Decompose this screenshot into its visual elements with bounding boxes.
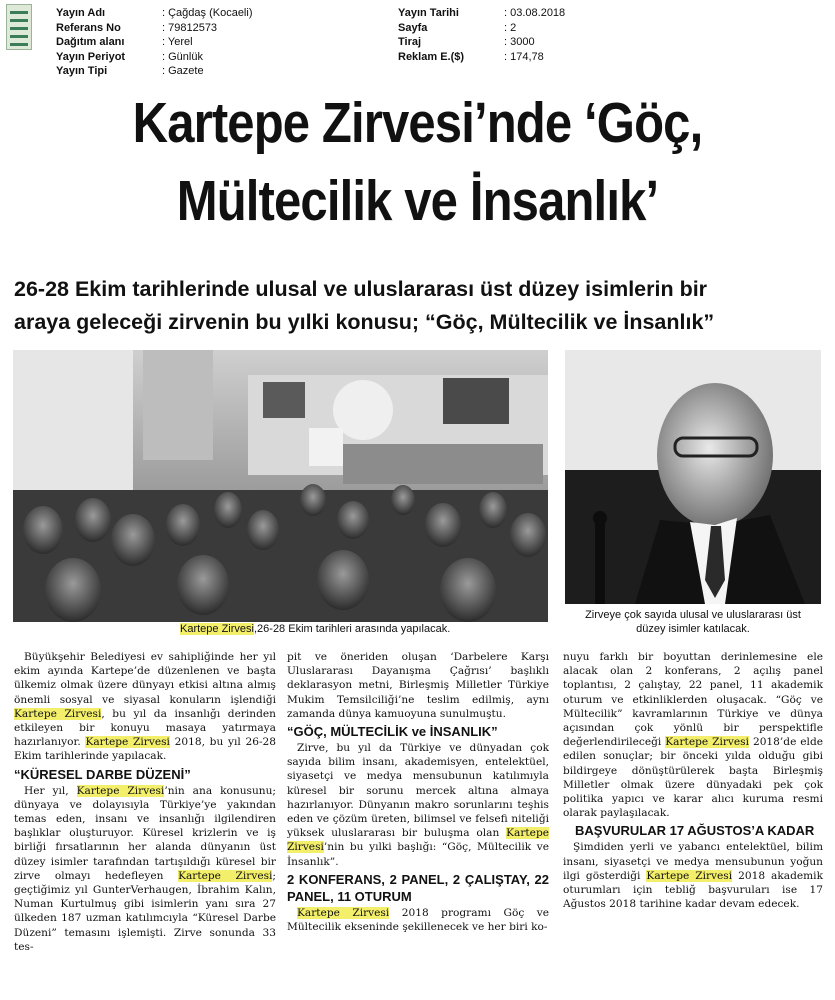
- meta-value: : 79812573: [162, 21, 218, 34]
- paragraph: [563, 840, 823, 911]
- text: Zirve, bu yıl da Türkiye ve dünyadan çok sayıda bilim insanı, akademisyen, entelektüel, siyasetçi ve medya mensubunun katılımıyla küresel bir sorunu mercek altına almaya hazırlanıyor. Dünyanın makro sorunlarını teşhis eden ve çözüm üreten, bilimsel ve felsefi niteliği yüksek uluslararası bir buluşma olan: [287, 742, 549, 840]
- caption-line: Zirveye çok sayıda ulusal ve uluslararası üst: [585, 609, 801, 621]
- text: ; geçtiğimiz yıl GunterVerhaugen, İbrahim Kalın, Numan Kurtulmuş gibi isimlerin yanı sıra 27 ülkeden 187 uzman katılımcıyla “Küresel Darbe Düzeni” temasını işlemişti. Zirve sonunda 33 tes-: [14, 869, 276, 953]
- publisher-logo: [6, 4, 32, 50]
- highlight-term: Kartepe Zirvesi: [85, 736, 170, 749]
- text: 2018’de elde edilen sonuçlar; bir önceki yılda olduğu gibi bildirgeye dönüştürülerek başta Birleşmiş Milletler olmak üzere dünyadaki pek çok politika yapıcı ve karar alıcı kuruma resmi olarak paylaşılacak.: [563, 736, 824, 820]
- text: pit ve öneriden oluşan ‘Darbelere Karşı Uluslararası Dayanışma Çağrısı’ başlıklı deklarasyon metni, Birleşmiş Milletler Türkiye Mukim Temsilciliği’ne teslim edilmiş, aynı zamanda dünya kamuoyuna sunulmuştu.: [287, 651, 549, 720]
- meta-label: Sayfa: [398, 21, 428, 34]
- meta-right: [398, 6, 565, 64]
- meta-label: Yayın Periyot: [56, 50, 126, 63]
- meta-label: Yayın Adı: [56, 7, 106, 19]
- speaker-photo-graphic: [565, 350, 821, 604]
- paragraph: [563, 650, 823, 820]
- section-heading: BAŞVURULAR 17 AĞUSTOS’A KADAR: [575, 823, 815, 839]
- section-heading: “KÜRESEL DARBE DÜZENİ”: [14, 766, 191, 782]
- subhead-line-1: 26-28 Ekim tarihlerinde ulusal ve uluslararası üst düzey isimlerin bir: [14, 277, 708, 301]
- paragraph: [287, 741, 549, 869]
- meta-value: : Gazete: [162, 65, 204, 78]
- paragraph: [14, 650, 276, 764]
- paragraph: [287, 650, 549, 721]
- highlight-term: Kartepe Zirvesi: [14, 707, 102, 720]
- article-column-2: [287, 650, 549, 934]
- highlight-term: Kartepe Zirvesi: [287, 827, 549, 854]
- conference-photo-graphic: [13, 350, 548, 622]
- article-column-1: [14, 650, 276, 954]
- meta-label: Dağıtım alanı: [56, 36, 125, 49]
- paragraph: [287, 906, 549, 934]
- headline-line-2: Mültecilik ve İnsanlık’: [176, 169, 659, 233]
- conference-photo: [13, 350, 548, 622]
- text: ’nin bu yılki başlığı: “Göç, Mültecilik ve İnsanlık”.: [287, 841, 549, 868]
- text: nuyu farklı bir boyuttan derinlemesine ele alacak olan 2 konferans, 2 açılış panel toplantısı, 2 çalıştay, 22 panel, 11 akademik oturum ve etkinliklerden oluşacak. “Göç ve Mültecilik” kavramlarının Türkiye ve dünya açısından çok yönlü bir perspektifle değerlendirileceği: [563, 651, 823, 749]
- meta-value: : 3000: [504, 36, 535, 49]
- speaker-photo: [565, 350, 821, 604]
- photo-caption-left: [180, 622, 450, 636]
- text: 2018, bu yıl 26-28 Ekim tarihlerinde yapılacak.: [14, 736, 276, 763]
- text: Şimdiden yerli ve yabancı entelektüel, bilim insanı, siyasetçi ve medya mensubunun yoğun ilgi gösterdiği: [563, 841, 823, 882]
- meta-label: Reklam E.($): [398, 50, 465, 63]
- meta-left: [56, 6, 253, 79]
- meta-label: Yayın Tarihi: [398, 7, 459, 19]
- paragraph: [14, 784, 276, 954]
- meta-label: Referans No: [56, 21, 121, 34]
- meta-label: Tiraj: [398, 36, 422, 49]
- meta-value: : 03.08.2018: [504, 7, 566, 19]
- text: , bu yıl da insanlığı derinden etkileyen bir konuyu masaya yatırmaya hazırlanıyor.: [14, 707, 276, 749]
- text: Her yıl,: [24, 784, 77, 797]
- highlight-term: Kartepe Zirvesi: [646, 869, 733, 882]
- meta-value: : 174,78: [504, 50, 544, 63]
- highlight-term: Kartepe Zirvesi: [76, 784, 165, 797]
- section-heading: 2 KONFERANS, 2 PANEL, 2 ÇALIŞTAY, 22 PANEL, 11 OTURUM: [287, 871, 549, 904]
- meta-value: : 2: [504, 21, 517, 34]
- highlight-term: Kartepe Zirvesi: [665, 736, 749, 749]
- highlight-term: Kartepe Zirvesi: [297, 906, 390, 919]
- text: 2018 akademik oturumları için tebliğ başvuruları ise 17 Ağustos 2018 tarihine kadar devam edecek.: [563, 869, 823, 911]
- section-heading: “GÖÇ, MÜLTECİLİK ve İNSANLIK”: [287, 724, 498, 740]
- meta-label: Yayın Tipi: [56, 65, 108, 78]
- headline-line-1: Kartepe Zirvesi’nde ‘Göç,: [132, 91, 703, 155]
- highlight-term: Kartepe Zirvesi: [180, 623, 254, 635]
- text: Büyükşehir Belediyesi ev sahipliğinde her yıl ekim ayında Kartepe’de düzenlenen ve başta ülkemiz olmak üzere dünyayı etkisi altına almış önemli sosyal ve siyasal konuların işlendiği: [14, 651, 276, 706]
- meta-value: : Çağdaş (Kocaeli): [162, 7, 253, 19]
- meta-value: : Yerel: [162, 36, 193, 49]
- caption-line: düzey isimler katılacak.: [636, 623, 750, 635]
- text: ’nin ana konusunu; dünyaya ve dolayısıyla Türkiye’ye yakından temas eden, insanı ve insanlığı ilgilendiren başlıklar oluşturuyor. Küresel krizlerin ve iş birliği fırsatlarının her alanda dünyanın üst düzey isimler tarafından tartışıldığı küresel bir zirve olmayı hedefleyen: [14, 784, 276, 882]
- photo-caption-right: [565, 608, 821, 636]
- meta-value: : Günlük: [162, 50, 203, 63]
- subhead-line-2: araya geleceği zirvenin bu yılki konusu; “Göç, Mültecilik ve İnsanlık”: [14, 310, 715, 334]
- caption-text: ,26-28 Ekim tarihleri arasında yapılacak.: [253, 623, 451, 635]
- highlight-term: Kartepe Zirvesi: [178, 869, 273, 882]
- article-column-3: [563, 650, 823, 911]
- text: 2018 programı Göç ve Mültecilik ekseninde şekillenecek ve her biri ko-: [287, 906, 549, 934]
